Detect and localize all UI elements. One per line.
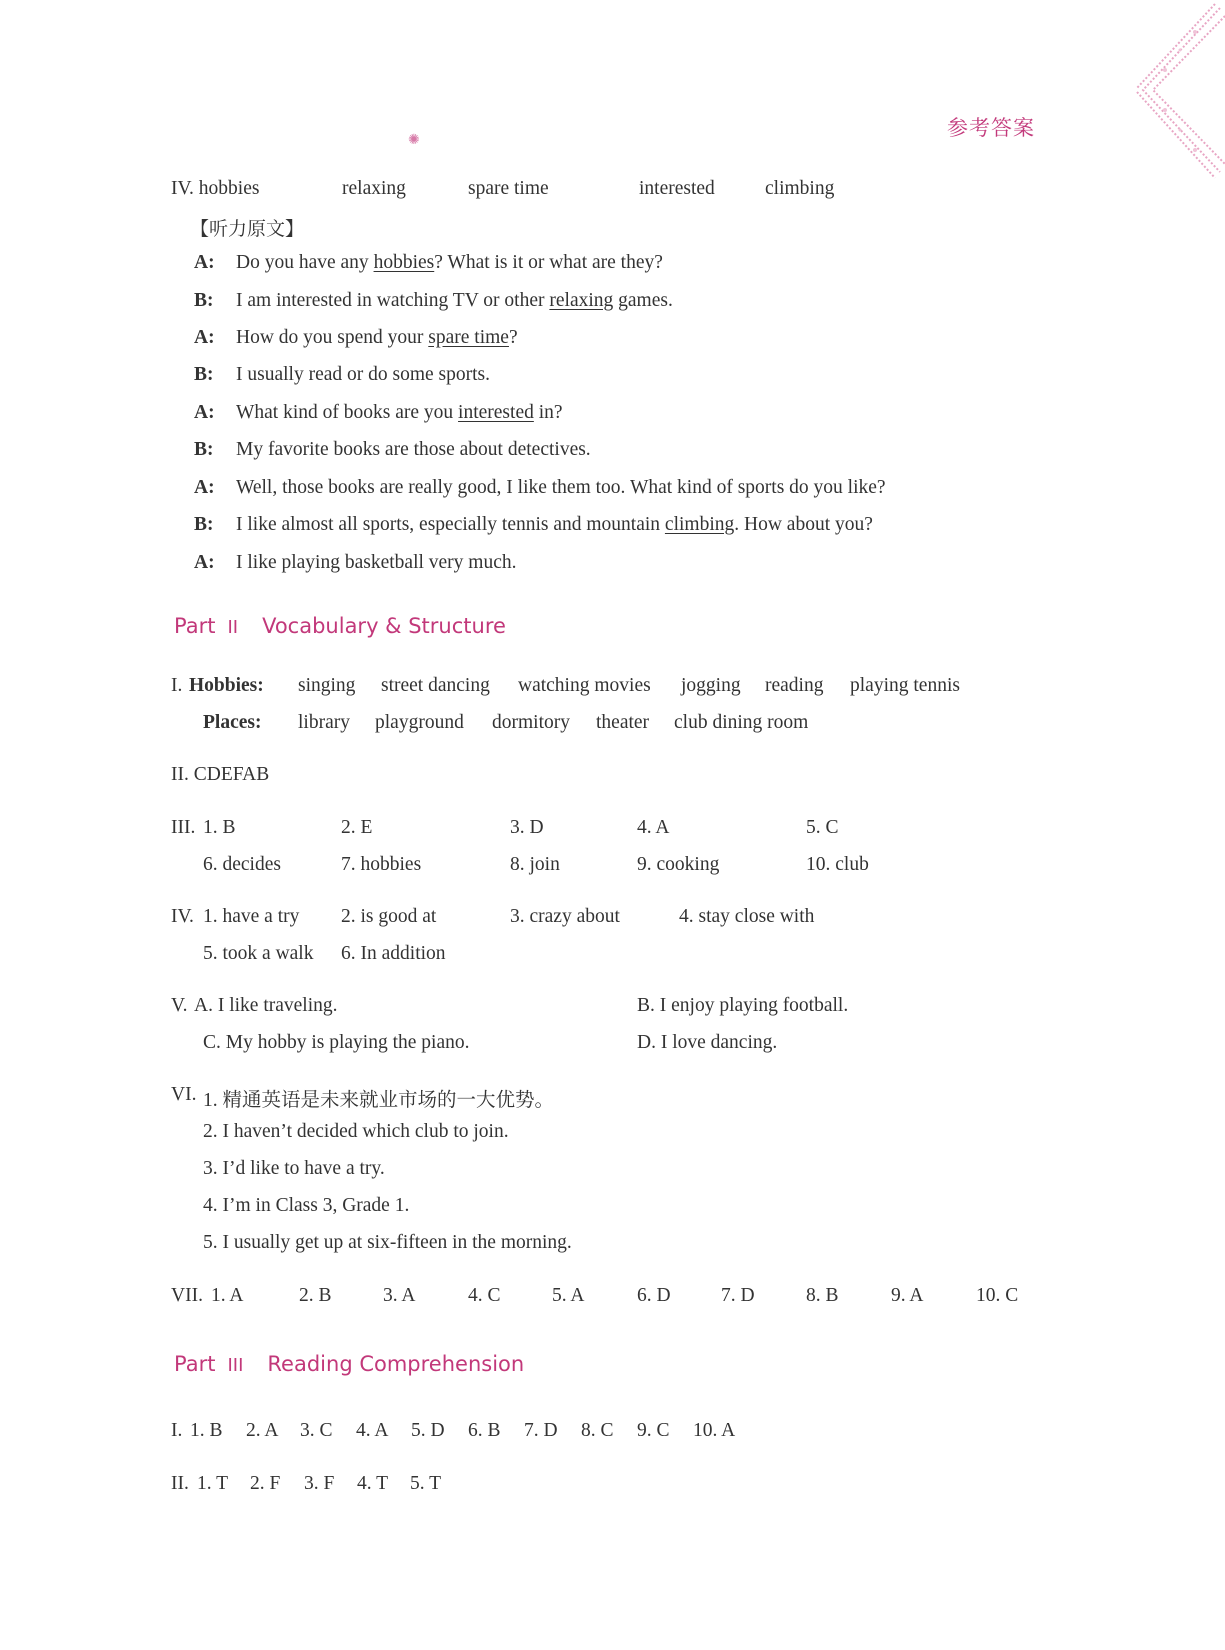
translation-item: 3. I’d like to have a try. — [203, 1158, 385, 1179]
speaker-label: A: — [194, 552, 215, 573]
transcript-title: 【听力原文】 — [190, 218, 305, 240]
dialogue-line: B: I like almost all sports, especially tennis and mountain climbing. How about you? — [194, 514, 873, 535]
answer-item: 4. T — [357, 1473, 389, 1494]
hobby-item: watching movies — [518, 675, 651, 696]
place-item: library — [298, 712, 350, 733]
answer-item: 3. F — [304, 1473, 335, 1494]
answer-item: 10. club — [806, 854, 869, 875]
part-iii-heading: Part III Reading Comprehension — [174, 1352, 525, 1376]
question-i-label: I. — [171, 675, 183, 696]
question-iv-label: IV. — [171, 906, 194, 927]
question-iii-label: III. — [171, 817, 196, 838]
hobby-item: playing tennis — [850, 675, 960, 696]
answer-item: 3. crazy about — [510, 906, 620, 927]
answer-item: 4. stay close with — [679, 906, 815, 927]
speaker-label: B: — [194, 364, 214, 385]
blank-answer: hobbies — [373, 252, 435, 273]
answer-item: 1. B — [203, 817, 236, 838]
speaker-label: A: — [194, 477, 215, 498]
answer-item: 6. In addition — [341, 943, 446, 964]
dialogue-line: B: My favorite books are those about detectives. — [194, 439, 591, 460]
answer-item: A. I like traveling. — [194, 995, 338, 1016]
hobby-item: jogging — [681, 675, 741, 696]
answer-item: 8. C — [581, 1420, 614, 1441]
speaker-label: B: — [194, 290, 214, 311]
answer-item: 4. A — [356, 1420, 389, 1441]
answer-item: 2. B — [299, 1285, 332, 1306]
hobby-item: singing — [298, 675, 356, 696]
translation-item: 1. 精通英语是未来就业市场的一大优势。 — [203, 1090, 555, 1111]
answer-item: spare time — [468, 178, 549, 199]
dialogue-line: A: Do you have any hobbies? What is it or what are they? — [194, 252, 663, 273]
answer-item: 4. A — [637, 817, 670, 838]
speaker-label: A: — [194, 327, 215, 348]
hobby-item: street dancing — [381, 675, 490, 696]
answer-item: 2. is good at — [341, 906, 437, 927]
answer-item: 6. D — [637, 1285, 671, 1306]
answer-item: 6. B — [468, 1420, 501, 1441]
answer-item: 8. B — [806, 1285, 839, 1306]
place-item: theater — [596, 712, 650, 733]
place-item: playground — [375, 712, 464, 733]
hobbies-label: Hobbies: — [189, 675, 264, 696]
answer-item: 5. T — [410, 1473, 442, 1494]
blank-answer: spare time — [428, 327, 509, 348]
answer-item: 3. C — [300, 1420, 333, 1441]
answer-item: 2. A — [246, 1420, 279, 1441]
dialogue-line: A: What kind of books are you interested in? — [194, 402, 563, 423]
answer-item: 1. B — [190, 1420, 223, 1441]
section-iv-label: IV. hobbies — [171, 178, 260, 199]
dialogue-line: A: How do you spend your spare time? — [194, 327, 518, 348]
corner-decoration — [1125, 0, 1225, 190]
place-item: dormitory — [492, 712, 570, 733]
translation-item: 4. I’m in Class 3, Grade 1. — [203, 1195, 410, 1216]
answer-item: 8. join — [510, 854, 560, 875]
answer-item: 5. A — [552, 1285, 585, 1306]
dialogue-line: B: I am interested in watching TV or other relaxing games. — [194, 290, 673, 311]
answer-item: 1. T — [197, 1473, 229, 1494]
places-label: Places: — [203, 712, 262, 733]
answer-item: 9. cooking — [637, 854, 720, 875]
answer-item: 5. C — [806, 817, 839, 838]
part-ii-heading: Part II Vocabulary & Structure — [174, 614, 506, 638]
answer-item: 5. took a walk — [203, 943, 314, 964]
answer-item: D. I love dancing. — [637, 1032, 778, 1053]
answer-item: interested — [639, 178, 715, 199]
question-ii-answer: II. CDEFAB — [171, 764, 270, 785]
answer-item: 7. D — [524, 1420, 558, 1441]
blank-answer: relaxing — [549, 290, 614, 311]
blank-answer: climbing — [664, 514, 735, 535]
answer-item: 2. F — [250, 1473, 281, 1494]
question-vii-label: VII. — [171, 1285, 203, 1306]
answer-item: 10. C — [976, 1285, 1019, 1306]
answer-item: 1. A — [211, 1285, 244, 1306]
answer-item: C. My hobby is playing the piano. — [203, 1032, 470, 1053]
answer-item: 3. A — [383, 1285, 416, 1306]
speaker-label: A: — [194, 252, 215, 273]
hobby-item: reading — [765, 675, 824, 696]
blank-answer: interested — [458, 402, 534, 423]
speaker-label: B: — [194, 439, 214, 460]
answer-item: climbing — [765, 178, 835, 199]
answer-item: 7. D — [721, 1285, 755, 1306]
dialogue-line: B: I usually read or do some sports. — [194, 364, 490, 385]
answer-item: 9. C — [637, 1420, 670, 1441]
answer-item: 9. A — [891, 1285, 924, 1306]
question-i-label: I. — [171, 1420, 183, 1441]
answer-item: 1. have a try — [203, 906, 300, 927]
answer-item: 3. D — [510, 817, 544, 838]
dialogue-line: A: Well, those books are really good, I like them too. What kind of sports do you like? — [194, 477, 886, 498]
question-vi-label: VI. — [171, 1084, 197, 1105]
place-item: club dining room — [674, 712, 809, 733]
answer-item: 7. hobbies — [341, 854, 422, 875]
page-header-title: 参考答案 — [947, 116, 1035, 140]
translation-item: 2. I haven’t decided which club to join. — [203, 1121, 509, 1142]
speaker-label: B: — [194, 514, 214, 535]
sparkle-icon: ✺ — [408, 133, 420, 148]
answer-item: 10. A — [693, 1420, 736, 1441]
dialogue-line: A: I like playing basketball very much. — [194, 552, 517, 573]
translation-item: 5. I usually get up at six-fifteen in the morning. — [203, 1232, 572, 1253]
answer-item: 2. E — [341, 817, 373, 838]
answer-item: B. I enjoy playing football. — [637, 995, 849, 1016]
question-v-label: V. — [171, 995, 188, 1016]
answer-item: relaxing — [342, 178, 406, 199]
speaker-label: A: — [194, 402, 215, 423]
answer-item: 5. D — [411, 1420, 445, 1441]
question-ii-label: II. — [171, 1473, 189, 1494]
answer-item: 4. C — [468, 1285, 501, 1306]
answer-item: 6. decides — [203, 854, 281, 875]
